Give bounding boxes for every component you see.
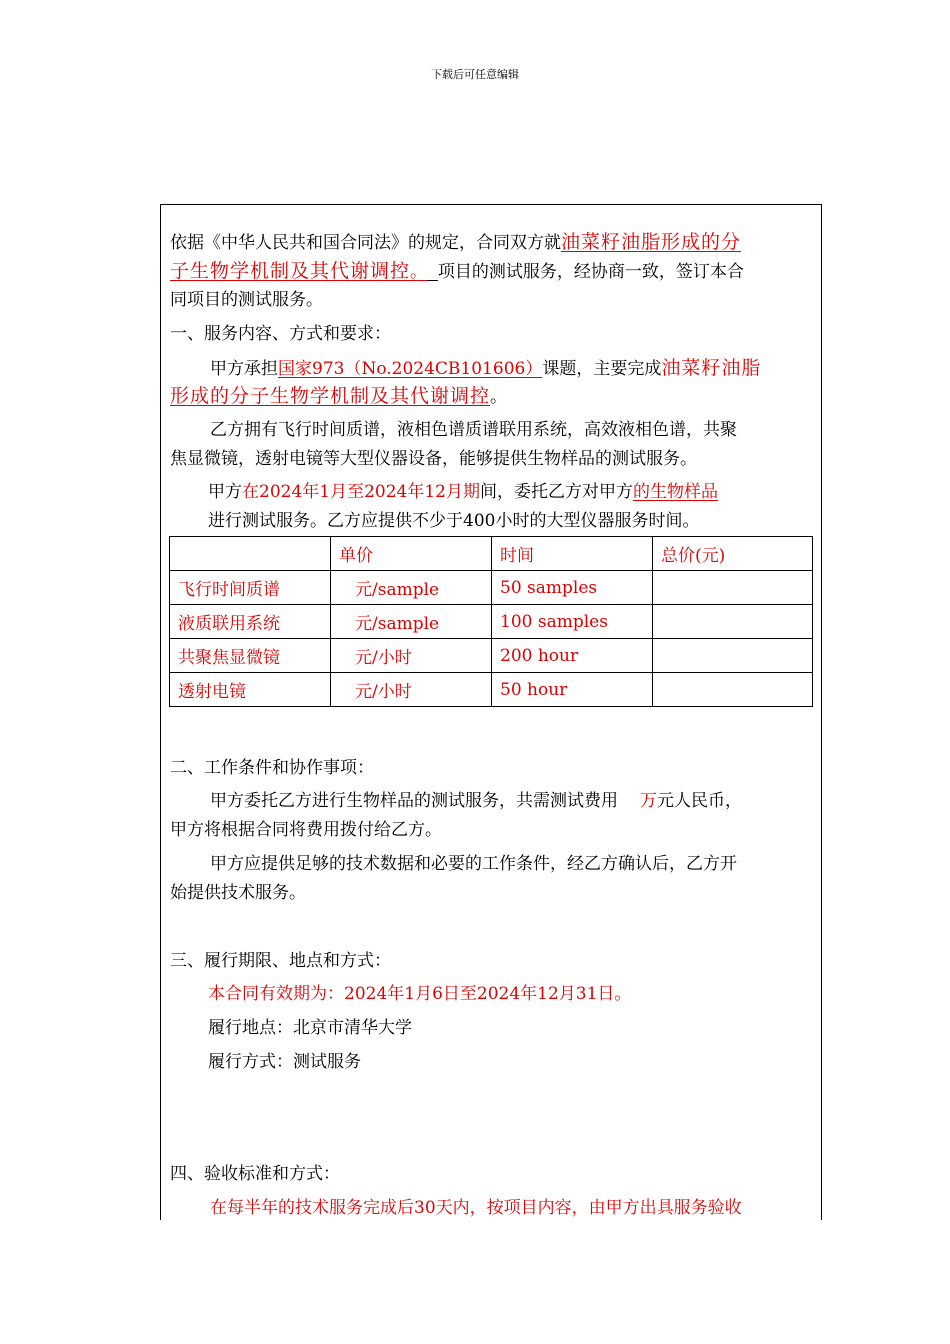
table-cell: 飞行时间质谱 xyxy=(170,571,331,605)
section2-p2-line2: 始提供技术服务。 xyxy=(170,883,306,903)
table-header-cell: 总价(元) xyxy=(653,537,813,571)
section1-p1-line2: 形成的分子生物学机制及其代谢调控。 xyxy=(170,385,508,407)
table-cell: 100 samples xyxy=(492,605,653,639)
table-cell xyxy=(653,639,813,673)
section4-p1: 在每半年的技术服务完成后30天内，按项目内容，由甲方出具服务验收 xyxy=(210,1198,742,1218)
project-name-cont: 子生物学机制及其代谢调控 xyxy=(170,260,411,282)
table-cell: 200 hour xyxy=(492,639,653,673)
table-header-row xyxy=(170,537,813,571)
table-header-cell: 单价 xyxy=(331,537,492,571)
section2-heading: 二、工作条件和协作事项： xyxy=(170,758,374,778)
table-header-cell: 时间 xyxy=(492,537,653,571)
table-row xyxy=(170,605,813,639)
table-row xyxy=(170,639,813,673)
section1-p2-line2: 焦显微镜，透射电镜等大型仪器设备，能够提供生物样品的测试服务。 xyxy=(170,449,697,469)
table-cell xyxy=(653,673,813,707)
table-row xyxy=(170,571,813,605)
table-cell xyxy=(653,571,813,605)
table-header-cell xyxy=(170,537,331,571)
table-cell: 共聚焦显微镜 xyxy=(170,639,331,673)
project-name: 油菜籽油脂形成的分 xyxy=(561,231,742,253)
section1-p4: 进行测试服务。乙方应提供不少于400小时的大型仪器服务时间。 xyxy=(208,511,700,531)
table-cell: 元/sample xyxy=(331,571,492,605)
performance-method: 履行方式：测试服务 xyxy=(208,1052,361,1072)
table-cell: 元/sample xyxy=(331,605,492,639)
header-note: 下载后可任意编辑 xyxy=(431,68,519,81)
intro-line-2: 子生物学机制及其代谢调控。 项目的测试服务，经协商一致，签订本合 xyxy=(170,260,744,282)
section1-p2-line1: 乙方拥有飞行时间质谱，液相色谱质谱联用系统，高效液相色谱，共聚 xyxy=(210,420,737,440)
table-cell: 50 samples xyxy=(492,571,653,605)
grant-number: 国家973（No.2024CB101606） xyxy=(278,359,543,379)
intro-line-1: 依据《中华人民共和国合同法》的规定，合同双方就油菜籽油脂形成的分 xyxy=(170,231,742,253)
table-cell: 透射电镜 xyxy=(170,673,331,707)
section1-p1-line1: 甲方承担国家973（No.2024CB101606）课题，主要完成油菜籽油脂 xyxy=(210,357,762,379)
section1-p3: 甲方在2024年1月至2024年12月期间，委托乙方对甲方的生物样品 xyxy=(208,482,718,502)
table-cell: 元/小时 xyxy=(331,639,492,673)
section2-p1-line2: 甲方将根据合同将费用拨付给乙方。 xyxy=(170,820,442,840)
section2-p2-line1: 甲方应提供足够的技术数据和必要的工作条件，经乙方确认后，乙方开 xyxy=(210,854,737,874)
table-cell xyxy=(653,605,813,639)
section1-heading: 一、服务内容、方式和要求： xyxy=(170,324,391,344)
service-table xyxy=(169,536,813,707)
section3-heading: 三、履行期限、地点和方式： xyxy=(170,951,391,971)
performance-place: 履行地点：北京市清华大学 xyxy=(208,1018,412,1038)
contract-term: 本合同有效期为：2024年1月6日至2024年12月31日。 xyxy=(208,984,632,1004)
table-cell: 元/小时 xyxy=(331,673,492,707)
table-cell: 液质联用系统 xyxy=(170,605,331,639)
intro-line-3: 同项目的测试服务。 xyxy=(170,290,323,310)
section2-p1-line1: 甲方委托乙方进行生物样品的测试服务，共需测试费用 万元人民币， xyxy=(210,791,742,811)
table-row xyxy=(170,673,813,707)
section4-heading: 四、验收标准和方式： xyxy=(170,1164,340,1184)
table-cell: 50 hour xyxy=(492,673,653,707)
